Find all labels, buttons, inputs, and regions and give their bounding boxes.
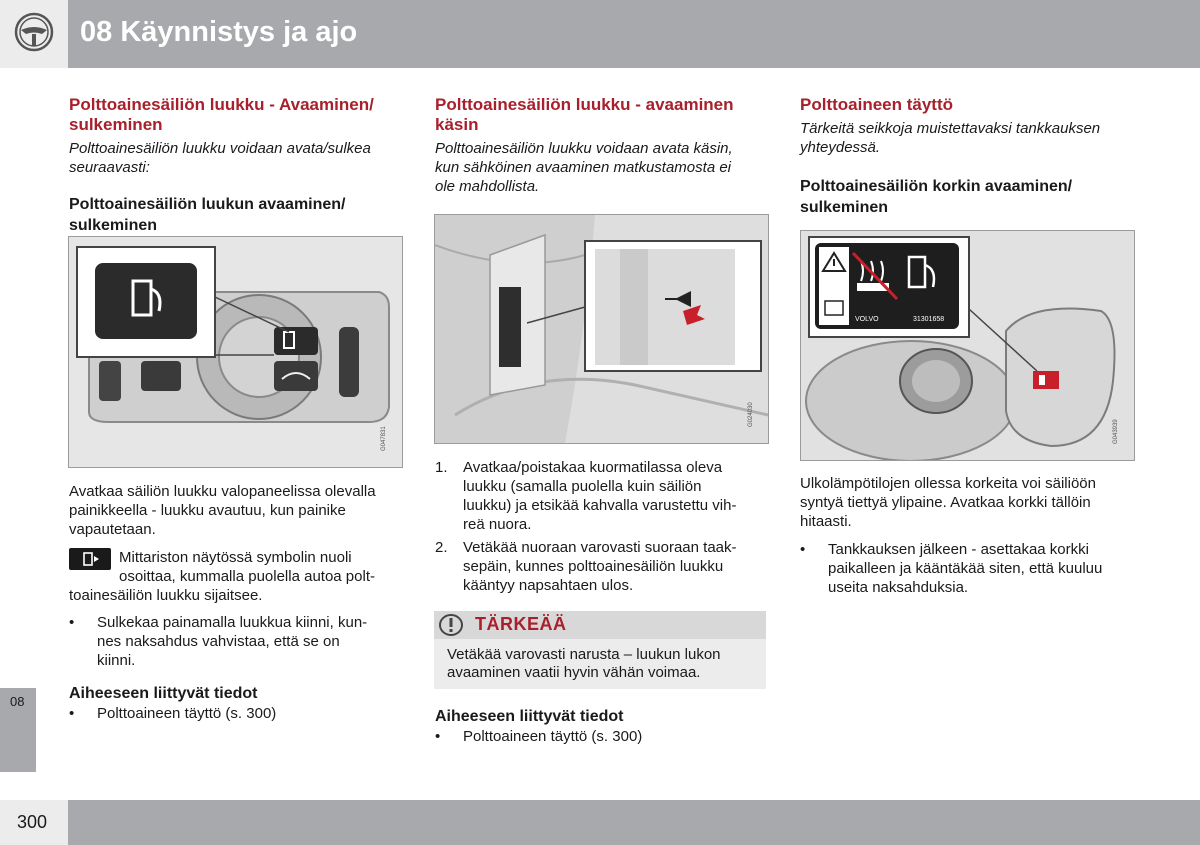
label-number: 31301658 [913,316,945,323]
bullet-dot: • [435,728,441,745]
step-line: sepäin, kunnes polttoainesäiliön luukku [463,558,724,575]
symbol-line: osoittaa, kummalla puolella autoa polt- [119,568,375,585]
body-line: vapautetaan. [69,521,156,538]
intro-line: ole mahdollista. [435,178,540,195]
body-text [69,482,409,539]
step-text [463,538,737,595]
bullet-dot: • [800,541,806,558]
bullet-line: Sulkekaa painamalla luukkua kiinni, kun- [97,614,368,631]
heading-line: Polttoainesäiliön luukku - avaaminen [435,95,734,114]
page-number: 300 [17,812,48,832]
heading-line: käsin [435,115,479,134]
figure-code: G043939 [1113,419,1119,444]
step-line: kääntyy napsahtaen ulos. [463,577,634,594]
bullet-dot: • [69,705,75,722]
section-intro [435,139,775,196]
related-item[interactable] [69,704,369,724]
body-line: hitaasti. [800,513,852,530]
related-link[interactable]: Polttoaineen täyttö (s. 300) [97,705,277,722]
chapter-tab-label: 08 [10,694,25,709]
warning-exclamation-icon [438,613,464,637]
heading-line: Polttoainesäiliön luukku - Avaaminen/ [69,95,374,114]
subsection-heading [69,194,409,236]
light-panel-illustration [69,237,402,467]
figure-code: G024030 [748,402,754,427]
body-text [800,474,1140,531]
numbered-step [435,538,767,598]
related-heading: Aiheeseen liittyvät tiedot [435,708,624,725]
subheading-line: sulkeminen [69,217,158,234]
body-line: Ulkolämpötilojen ollessa korkeita voi säiliöön [800,475,1096,492]
intro-line: seuraavasti: [69,159,150,176]
symbol-note [69,548,409,605]
heading-line: sulkeminen [69,115,163,134]
bullet-text [828,540,1102,597]
step-line: luukku) ja etsikää kahvalla varustettu vih- [463,497,737,514]
numbered-step [435,458,767,538]
header-icon-box [0,0,68,68]
bullet-dot: • [69,614,75,631]
bullet-line: Tankkauksen jälkeen - asettakaa korkki [828,541,1089,558]
related-item[interactable] [435,727,735,747]
step-number: 1. [435,459,448,476]
fuel-cap-figure [800,230,1135,461]
section-heading [435,95,775,135]
important-notice [434,611,766,689]
label-brand: VOLVO [855,316,879,323]
bullet-line: kiinni. [97,652,136,669]
intro-line: Polttoainesäiliön luukku voidaan avata käsin, [435,140,733,157]
bullet-line: useita naksahduksia. [828,579,969,596]
body-line: Avatkaa säiliön luukku valopaneelissa olevalla [69,483,376,500]
page-footer [68,800,1200,845]
intro-line: Tärkeitä seikkoja muistettavaksi tankkauksen [800,120,1101,137]
step-line: luukku (samalla puolella kuin säiliön [463,478,702,495]
cargo-area-figure [434,214,769,444]
column-1 [69,95,409,236]
important-text [447,646,757,682]
intro-line: kun sähköinen avaaminen matkustamosta ei [435,159,732,176]
important-title: TÄRKEÄÄ [475,614,567,634]
step-number: 2. [435,539,448,556]
subheading-line: Polttoainesäiliön luukun avaaminen/ [69,196,346,213]
section-intro [800,119,1140,157]
subsection-heading [800,176,1140,218]
bullet-text [97,613,367,670]
fuel-cap-illustration [801,231,1134,460]
important-header [434,611,766,639]
cargo-release-illustration [435,215,768,443]
bullet-line: nes naksahdus vahvistaa, että se on [97,633,340,650]
light-panel-figure [68,236,403,468]
step-line: Vetäkää nuoraan varovasti suoraan taak- [463,539,737,556]
symbol-line: toainesäiliön luukku sijaitsee. [69,587,263,604]
intro-line: Polttoainesäiliön luukku voidaan avata/sulkea [69,140,371,157]
subheading-line: Polttoainesäiliön korkin avaaminen/ [800,178,1073,195]
body-line: syntyä tiettyä ylipaine. Avatkaa korkki tällöin [800,494,1091,511]
section-intro [69,139,409,177]
subheading-line: sulkeminen [800,199,889,216]
section-heading: Polttoaineen täyttö [800,95,954,114]
chapter-title: 08 Käynnistys ja ajo [80,16,358,48]
body-line: painikkeella - luukku avautuu, kun painike [69,502,346,519]
figure-code: G047831 [381,426,387,451]
steering-wheel-icon [14,12,54,52]
related-heading: Aiheeseen liittyvät tiedot [69,685,258,702]
step-line: reä nuora. [463,516,532,533]
list-item [69,613,409,673]
list-item [800,540,1140,600]
step-line: Avatkaa/poistakaa kuormatilassa oleva [463,459,723,476]
column-3 [800,95,1140,218]
step-text [463,458,736,534]
column-2 [435,95,775,196]
section-heading [69,95,409,135]
related-link[interactable]: Polttoaineen täyttö (s. 300) [463,728,643,745]
chapter-tab [0,688,36,772]
symbol-line: Mittariston näytössä symbolin nuoli [119,549,352,566]
intro-line: yhteydessä. [800,139,881,156]
page-number-box [0,800,68,845]
bullet-line: paikalleen ja kääntäkää siten, että kuuluu [828,560,1103,577]
important-line: avaaminen vaatii hyvin vähän voimaa. [447,664,701,681]
important-line: Vetäkää varovasti narusta – luukun lukon [447,646,721,663]
